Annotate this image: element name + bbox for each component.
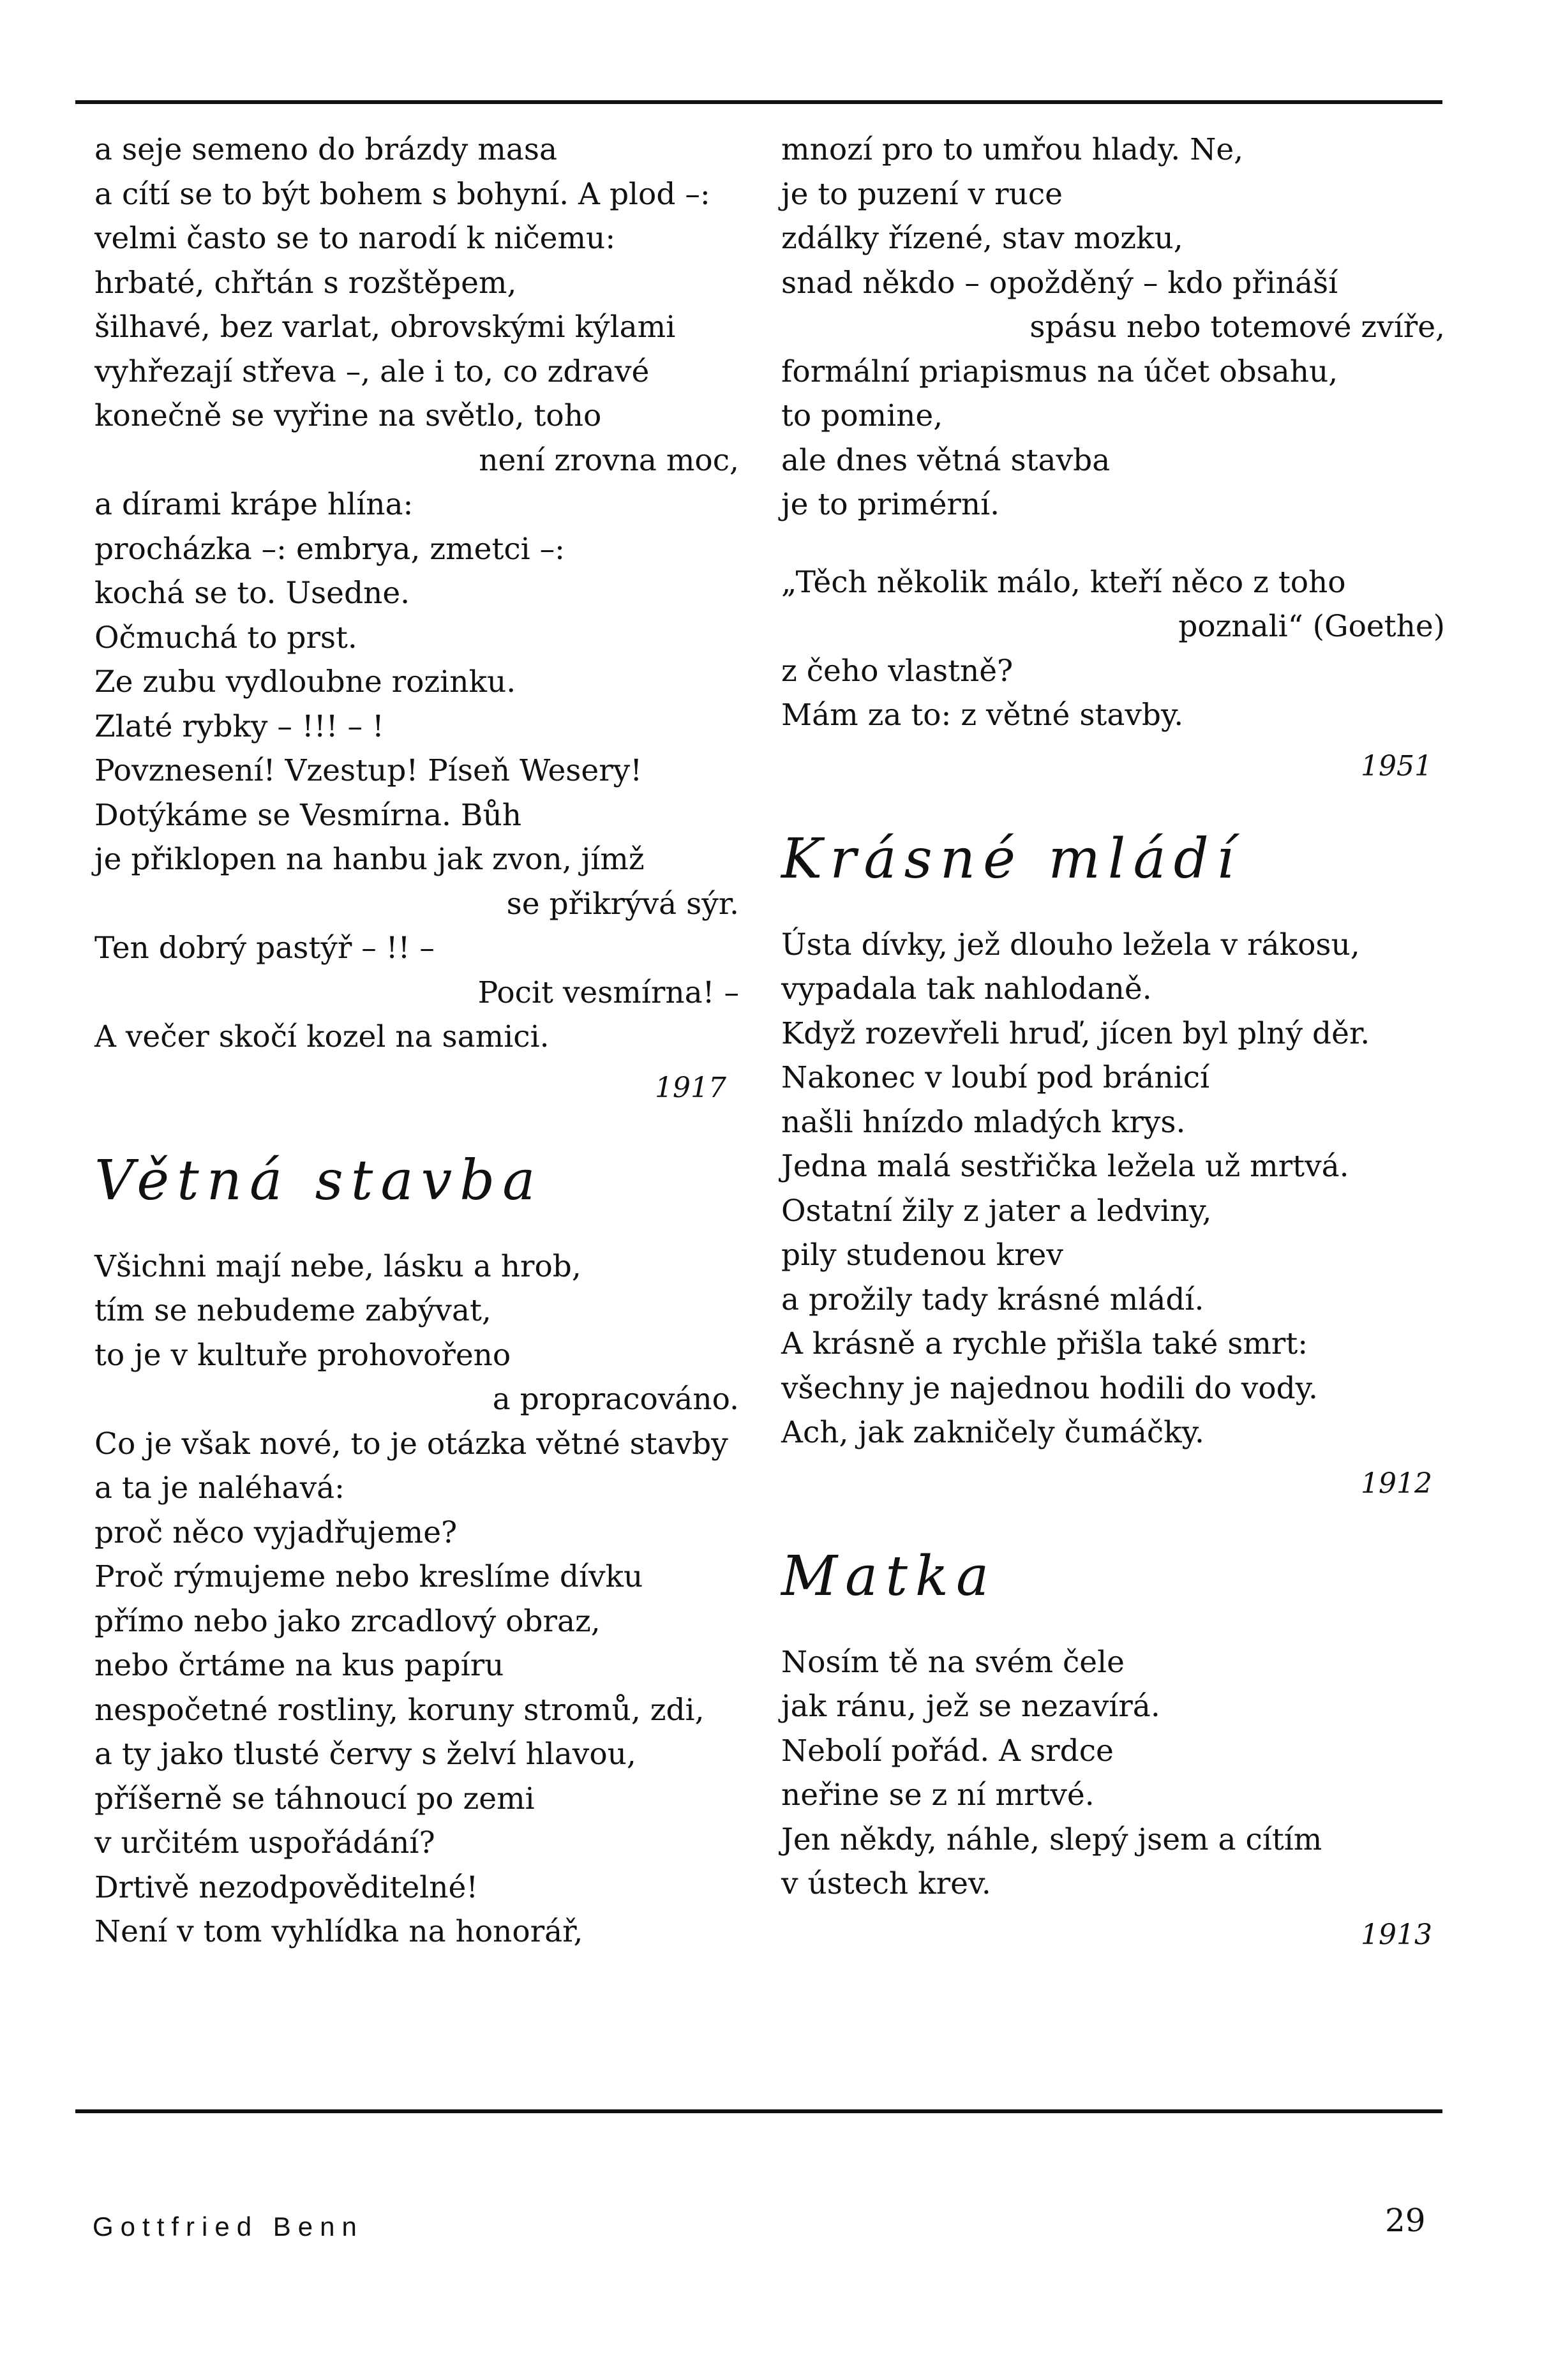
- poem-line: Drtivě nezodpověditelné!: [94, 1869, 479, 1905]
- poem-line: Všichni mají nebe, lásku a hrob,: [94, 1248, 581, 1284]
- poem-line: Nakonec v loubí pod bránicí: [781, 1060, 1210, 1095]
- poem-title: Krásné mládí: [781, 827, 1242, 891]
- poem-line: Ten dobrý pastýř – !! –: [94, 931, 435, 966]
- poem-line: je to primérní.: [781, 487, 1000, 522]
- poem-line: a ty jako tlusté červy s želví hlavou,: [94, 1737, 636, 1772]
- poem-line: a seje semeno do brázdy masa: [94, 132, 558, 167]
- left-column: [94, 128, 739, 1954]
- top-rule: [75, 100, 1442, 104]
- page-number: 29: [1385, 2202, 1426, 2239]
- poem-line: konečně se vyřine na světlo, toho: [94, 398, 602, 433]
- poem-line: Povznesení! Vzestup! Píseň Wesery!: [94, 753, 643, 788]
- poem-line: jak ránu, jež se nezavírá.: [781, 1689, 1160, 1724]
- poem-line: pily studenou krev: [781, 1238, 1063, 1273]
- poem-line: a cítí se to být bohem s bohyní. A plod –:: [94, 176, 710, 212]
- poem-line: Ach, jak zakničely čumáčky.: [781, 1415, 1204, 1450]
- poem-continuation: [781, 128, 1445, 527]
- poem-line: vypadala tak nahlodaně.: [781, 971, 1152, 1007]
- poem-line: procházka –: embrya, zmetci –:: [94, 531, 565, 567]
- poem-line: v určitém uspořádání?: [94, 1825, 435, 1860]
- poem-line: ale dnes větná stavba: [781, 442, 1111, 478]
- poem-line: zdálky řízené, stav mozku,: [781, 221, 1183, 256]
- poem-body: [781, 1640, 1445, 1906]
- poem-line: A večer skočí kozel na samici.: [94, 1019, 550, 1054]
- poem-line: poznali“ (Goethe): [1178, 609, 1445, 644]
- poem-line: nebo črtáme na kus papíru: [94, 1648, 504, 1683]
- poem-line: je přiklopen na hanbu jak zvon, jímž: [94, 842, 645, 877]
- poem-line: velmi často se to narodí k ničemu:: [94, 221, 616, 256]
- poem-year: 1917: [655, 1071, 726, 1104]
- poem-line: formální priapismus na účet obsahu,: [781, 354, 1338, 389]
- poem-line: spásu nebo totemové zvíře,: [1029, 310, 1445, 345]
- poem-line: Jedna malá sestřička ležela už mrtvá.: [781, 1149, 1349, 1184]
- poem-line: Když rozevřeli hruď, jícen byl plný děr.: [781, 1015, 1370, 1051]
- poem-line: v ústech krev.: [781, 1866, 991, 1901]
- poem-body: [94, 1245, 739, 1954]
- poem-line: Mám za to: z větné stavby.: [781, 698, 1184, 733]
- poem-line: Co je však nové, to je otázka větné stavby: [94, 1426, 728, 1462]
- poem-line: neřine se z ní mrtvé.: [781, 1778, 1095, 1813]
- poem-line: Není v tom vyhlídka na honorář,: [94, 1914, 583, 1949]
- poem-line: hrbaté, chřtán s rozštěpem,: [94, 265, 517, 301]
- poem-title: Větná stavba: [94, 1148, 543, 1213]
- poem-line: všechny je najednou hodili do vody.: [781, 1370, 1318, 1406]
- poem-line: našli hnízdo mladých krys.: [781, 1104, 1186, 1140]
- poem-continuation: [94, 128, 739, 1059]
- right-column: [781, 128, 1445, 1964]
- poem-line: a ta je naléhavá:: [94, 1471, 345, 1506]
- poem-year: 1912: [1361, 1467, 1432, 1500]
- poem-line: Ostatní žily z jater a ledviny,: [781, 1193, 1212, 1229]
- poem-line: A krásně a rychle přišla také smrt:: [781, 1326, 1308, 1361]
- poem-line: a prožily tady krásné mládí.: [781, 1282, 1204, 1317]
- poem-line: a dírami krápe hlína:: [94, 487, 414, 522]
- poem-year: 1913: [1361, 1918, 1432, 1951]
- poem-line: vyhřezají střeva –, ale i to, co zdravé: [94, 354, 650, 389]
- poem-line: se přikrývá sýr.: [506, 886, 739, 922]
- poem-line: to je v kultuře prohovořeno: [94, 1337, 511, 1373]
- poem-stanza: [781, 560, 1445, 738]
- poem-line: přímo nebo jako zrcadlový obraz,: [94, 1603, 601, 1639]
- poem-line: z čeho vlastně?: [781, 653, 1014, 689]
- poem-line: nespočetné rostliny, koruny stromů, zdi,: [94, 1692, 705, 1728]
- poem-year: 1951: [1361, 749, 1432, 782]
- poem-line: a propracováno.: [492, 1382, 739, 1417]
- poem-line: kochá se to. Usedne.: [94, 576, 410, 611]
- poem-line: je to puzení v ruce: [781, 176, 1063, 212]
- poem-title: Matka: [781, 1544, 997, 1608]
- poem-line: Nebolí pořád. A srdce: [781, 1733, 1114, 1769]
- poem-line: Zlaté rybky – !!! – !: [94, 708, 384, 744]
- poem-line: proč něco vyjadřujeme?: [94, 1515, 458, 1550]
- poem-line: tím se nebudeme zabývat,: [94, 1293, 491, 1328]
- poem-line: Proč rýmujeme nebo kreslíme dívku: [94, 1559, 643, 1594]
- poem-line: není zrovna moc,: [479, 442, 739, 478]
- poem-line: Jen někdy, náhle, slepý jsem a cítím: [781, 1822, 1322, 1857]
- poem-line: Očmuchá to prst.: [94, 620, 357, 655]
- poem-line: Dotýkáme se Vesmírna. Bůh: [94, 797, 521, 833]
- poem-line: příšerně se táhnoucí po zemi: [94, 1781, 535, 1816]
- poem-line: Ze zubu vydloubne rozinku.: [94, 664, 516, 700]
- poem-body: [781, 923, 1445, 1455]
- poem-line: šilhavé, bez varlat, obrovskými kýlami: [94, 310, 676, 345]
- poem-line: mnozí pro to umřou hlady. Ne,: [781, 132, 1244, 167]
- author-name: Gottfried Benn: [93, 2212, 364, 2242]
- poem-line: Pocit vesmírna! –: [477, 975, 739, 1010]
- poem-line: to pomine,: [781, 398, 943, 433]
- poem-line: „Těch několik málo, kteří něco z toho: [781, 564, 1346, 600]
- poem-line: Ústa dívky, jež dlouho ležela v rákosu,: [781, 927, 1360, 962]
- poem-line: Nosím tě na svém čele: [781, 1644, 1125, 1680]
- bottom-rule: [75, 2109, 1442, 2113]
- poem-line: snad někdo – opožděný – kdo přináší: [781, 265, 1338, 301]
- stanza-gap: [781, 527, 1445, 560]
